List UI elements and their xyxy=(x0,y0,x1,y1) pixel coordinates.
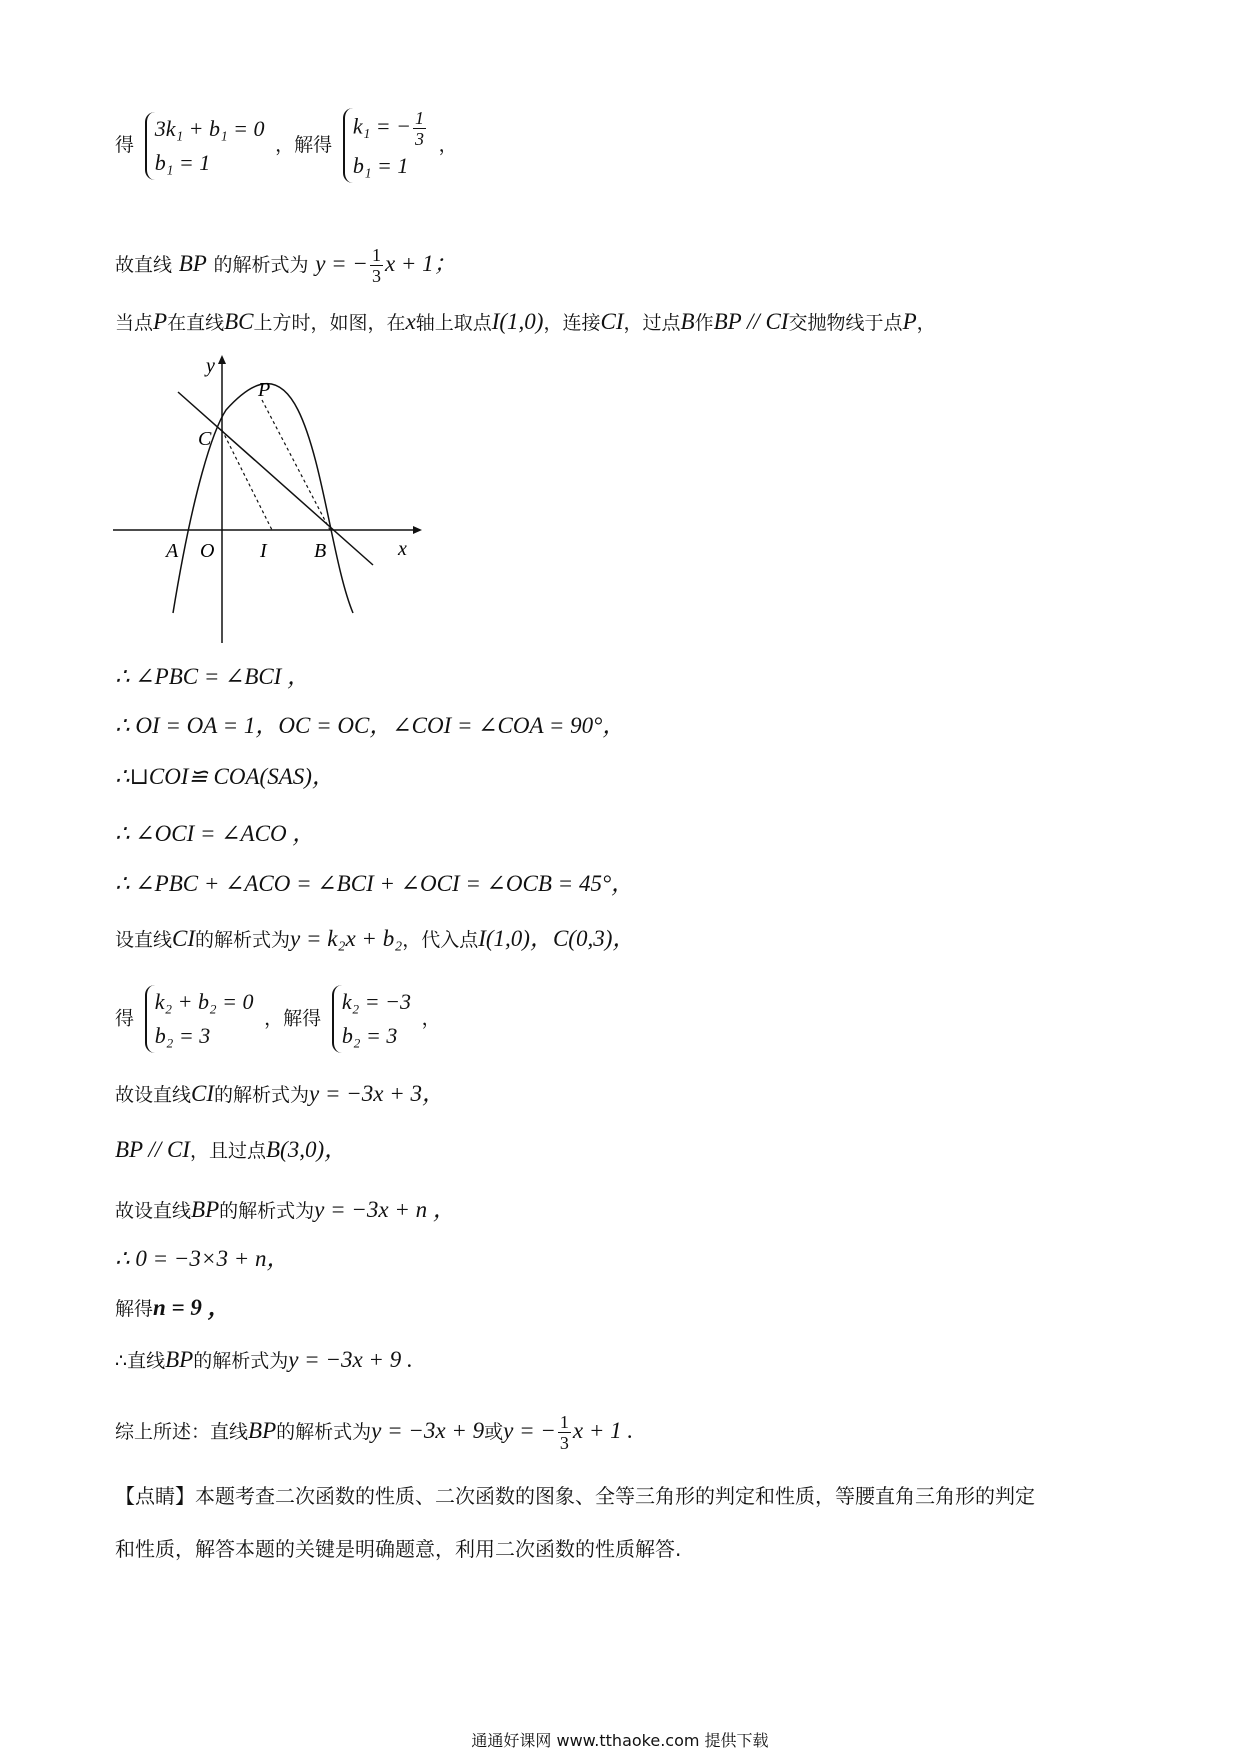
equation-system-line-1: 得 3k₁ + b₁ = 0 b₁ = 1 ，解得 k₁ = − $\frac{1}{3}$ b₁ = 1 ， xyxy=(115,108,458,183)
step-line-13: 故设直线BP的解析式为y = −3x + n ， xyxy=(115,1197,456,1222)
label-o: O xyxy=(200,540,215,562)
comment-line-1: 【点睛】本题考查二次函数的性质、二次函数的图象、全等三角形的判定和性质，等腰直角三角形的判定 xyxy=(115,1484,1035,1508)
step-line-9: 设直线CI的解析式为y = k₂x + b₂，代入点I(1,0)，C(0,3)， xyxy=(115,926,636,951)
result-line-bp-1: 故直线 BP 的解析式为 y = − $\frac{1}{3}$ x + 1； xyxy=(115,245,457,286)
footer-watermark: 通通好课网 www.tthaoke.com 提供下载 xyxy=(471,1731,769,1750)
step-line-14: ∴ 0 = −3×3 + n， xyxy=(115,1246,290,1271)
step-line-15: 解得n = 9 ， xyxy=(115,1295,231,1320)
x-axis-arrow xyxy=(413,526,422,534)
equation-system-a: 3k₁ + b₁ = 0 b₁ = 1 xyxy=(145,112,265,180)
comment-line-2: 和性质，解答本题的关键是明确题意，利用二次函数的性质解答. xyxy=(115,1537,682,1561)
parabola-diagram xyxy=(108,350,428,650)
label-a: A xyxy=(166,540,179,562)
step-line-7: ∴ ∠OCI = ∠ACO ， xyxy=(115,821,316,846)
label-p: P xyxy=(258,379,271,401)
label-i: I xyxy=(260,540,267,562)
label-x: x xyxy=(398,538,407,560)
label-b: B xyxy=(314,540,327,562)
equation-system-c: k₂ + b₂ = 0 b₂ = 3 xyxy=(145,985,254,1053)
fraction: $\frac{1}{3}$ xyxy=(559,1412,569,1453)
equation-system-d: k₂ = −3 b₂ = 3 xyxy=(332,985,411,1053)
equation-system-b: k₁ = − $\frac{1}{3}$ b₁ = 1 xyxy=(343,108,428,183)
step-line-16: ∴直线BP的解析式为y = −3x + 9 . xyxy=(115,1347,413,1372)
equation-system-line-10: 得 k₂ + b₂ = 0 b₂ = 3 ，解得 k₂ = −3 b₂ = 3 ， xyxy=(115,985,441,1053)
y-axis-arrow xyxy=(218,355,226,364)
step-line-6: ∴⊔COI≌ COA(SAS)， xyxy=(115,764,335,789)
dashed-ci xyxy=(222,430,272,530)
text-line-3: 当点P在直线BC上方时，如图，在x轴上取点I(1,0)，连接CI，过点B作BP // CI交抛物线于点P， xyxy=(115,309,936,334)
step-line-8: ∴ ∠PBC + ∠ACO = ∠BCI + ∠OCI = ∠OCB = 45°， xyxy=(115,871,635,896)
step-line-4: ∴ ∠PBC = ∠BCI ， xyxy=(115,664,311,689)
summary-line: 综上所述：直线BP的解析式为y = −3x + 9或y = − $\frac{1}{3}$ x + 1 . xyxy=(115,1412,634,1453)
step-line-11: 故设直线CI的解析式为y = −3x + 3， xyxy=(115,1081,446,1106)
label-c: C xyxy=(198,428,212,450)
step-line-5: ∴ OI = OA = 1，OC = OC，∠COI = ∠COA = 90°， xyxy=(115,713,626,738)
dashed-pb xyxy=(262,400,330,530)
step-line-12: BP // CI，且过点B(3,0)， xyxy=(115,1137,348,1162)
parabola-curve xyxy=(173,384,353,613)
label-y: y xyxy=(206,355,215,377)
fraction: $\frac{1}{3}$ xyxy=(371,245,381,286)
